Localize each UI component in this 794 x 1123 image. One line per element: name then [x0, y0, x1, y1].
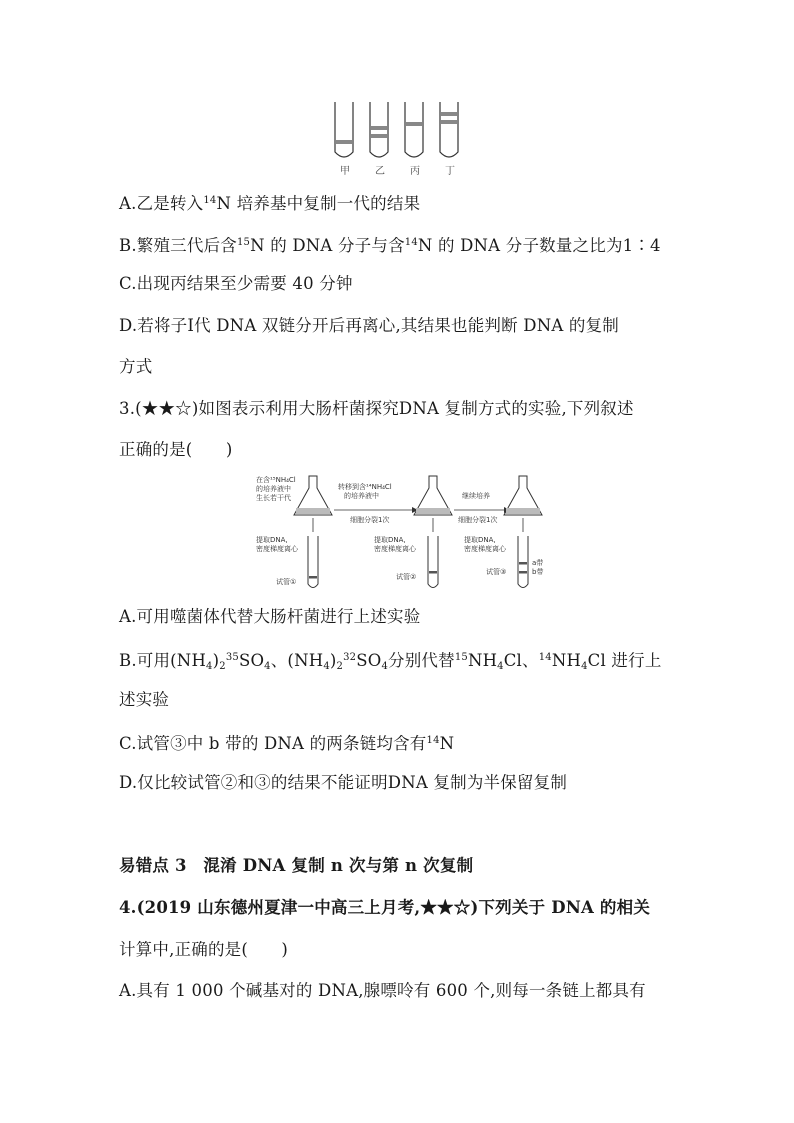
- arrow2-bottom: 细胞分裂1次: [458, 516, 498, 524]
- q3-option-b-line1: B.可用$(NH_4)_2^{35}SO_4$、$(NH_4)_2^{32}SO_4$分别代替$^{15}NH_4Cl$、$^{14}NH_4Cl$ 进行上: [119, 651, 662, 672]
- flask-1: [294, 476, 332, 515]
- q4-option-a-line1: A.具有 1 000 个碱基对的 DNA,腺嘌呤有 600 个,则每一条链上都具有: [119, 981, 646, 1000]
- tube-label-bing: 丙: [410, 166, 420, 177]
- flask-2: [414, 476, 452, 515]
- extract-text-2b: 密度梯度离心: [374, 545, 416, 553]
- q3-option-a: A.可用噬菌体代替大肠杆菌进行上述实验: [119, 607, 421, 626]
- band-b-label: b带: [532, 568, 544, 576]
- extract-text-1a: 提取DNA,: [256, 536, 288, 544]
- q2-option-d-line2: 方式: [119, 357, 153, 376]
- band-a-label: a带: [532, 559, 544, 567]
- q4-stem-line2: 计算中,正确的是( ): [119, 940, 289, 959]
- tube3-label: 试管③: [486, 568, 507, 576]
- test-tube-2: [428, 536, 438, 588]
- q4-stem-line1: 4.(2019 山东德州夏津一中高三上月考,★★☆)下列关于 DNA 的相关: [119, 898, 651, 917]
- extract-text-2a: 提取DNA,: [374, 536, 406, 544]
- q3-stem-line2: 正确的是( ): [119, 440, 233, 459]
- tube-ding: [440, 102, 458, 157]
- tube-label-jia: 甲: [340, 166, 350, 177]
- tube-figure: [325, 100, 475, 178]
- q2-option-b: B.繁殖三代后含$^{15}$N 的 DNA 分子与含$^{14}$N 的 DNA 分子数量之比为1∶4: [119, 236, 661, 255]
- tube1-label: 试管①: [276, 578, 297, 586]
- q3-option-b-line2: 述实验: [119, 690, 170, 709]
- arrow1-top-1: 转移到含¹⁴NH₄Cl: [338, 483, 392, 491]
- q2-option-c: C.出现丙结果至少需要 40 分钟: [119, 274, 353, 293]
- section-title: 易错点 3 混淆 DNA 复制 n 次与第 n 次复制: [119, 856, 474, 875]
- flask1-text-3: 生长若干代: [256, 494, 291, 502]
- tube-bing: [405, 102, 423, 157]
- q2-option-a: A.乙是转入$^{14}$N 培养基中复制一代的结果: [119, 194, 421, 213]
- tube-jia: [335, 102, 353, 157]
- tube2-label: 试管②: [396, 573, 417, 581]
- flask1-text-2: 的培养液中: [256, 485, 291, 493]
- extract-text-3a: 提取DNA,: [464, 536, 496, 544]
- q3-option-c: C.试管③中 b 带的 DNA 的两条链均含有$^{14}$N: [119, 734, 455, 753]
- tube-label-yi: 乙: [375, 166, 385, 177]
- arrow1-bottom: 细胞分裂1次: [350, 516, 390, 524]
- arrow2-top: 继续培养: [462, 492, 490, 500]
- arrow1-top-2: 的培养液中: [344, 492, 379, 500]
- tube-label-ding: 丁: [445, 166, 455, 177]
- tube-yi: [370, 102, 388, 157]
- flask-3: [504, 476, 542, 515]
- q3-option-d: D.仅比较试管②和③的结果不能证明DNA 复制为半保留复制: [119, 773, 568, 792]
- test-tube-3: [518, 536, 528, 588]
- q2-option-d-line1: D.若将子Ⅰ代 DNA 双链分开后再离心,其结果也能判断 DNA 的复制: [119, 316, 619, 335]
- test-tube-1: [308, 536, 318, 588]
- flask1-text-1: 在含¹⁵NH₄Cl: [256, 476, 296, 484]
- extract-text-3b: 密度梯度离心: [464, 545, 506, 553]
- experiment-figure: [252, 470, 552, 598]
- q3-stem-line1: 3.(★★☆)如图表示利用大肠杆菌探究DNA 复制方式的实验,下列叙述: [119, 399, 634, 418]
- extract-text-1b: 密度梯度离心: [256, 545, 298, 553]
